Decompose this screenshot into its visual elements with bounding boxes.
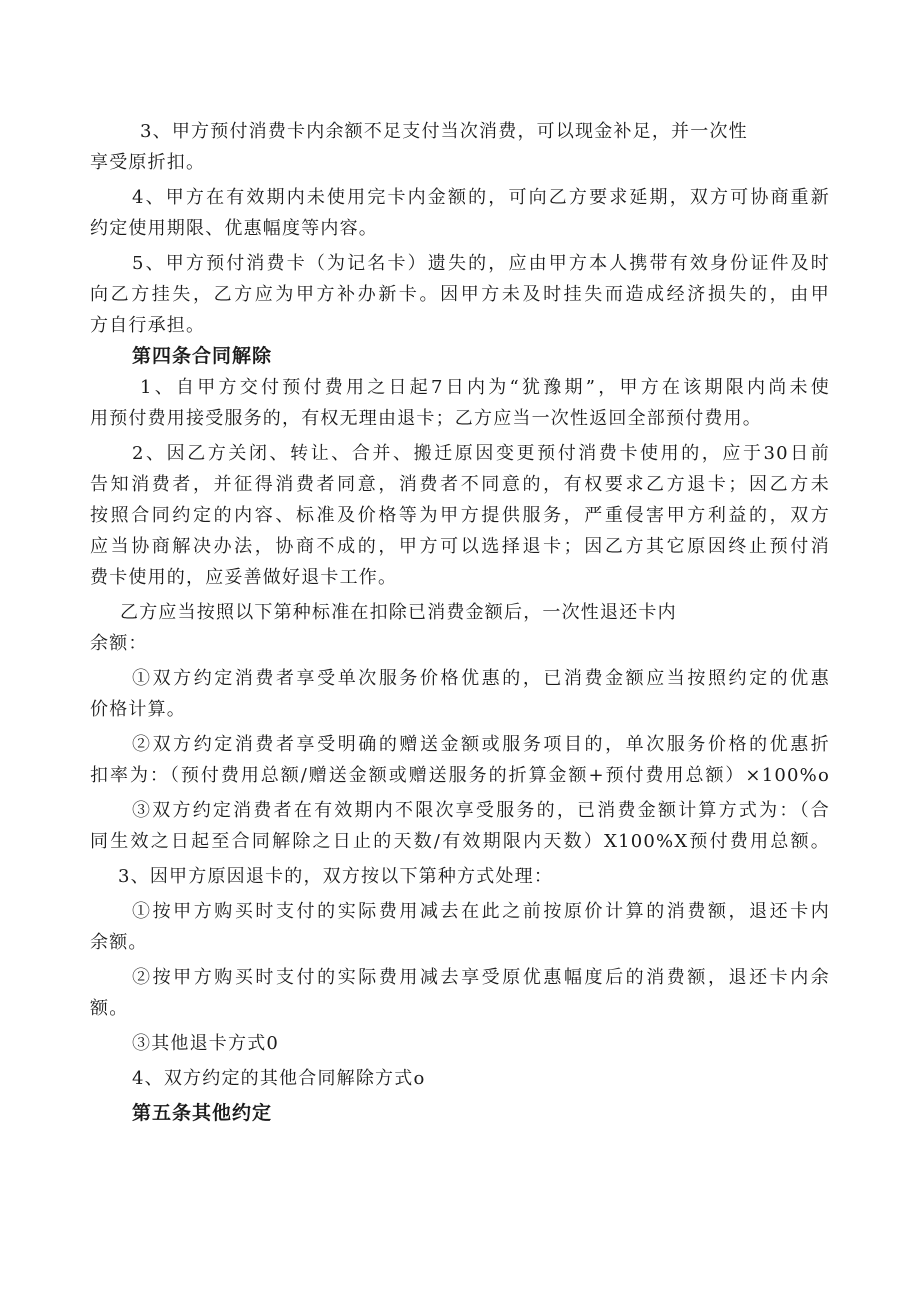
paragraph-opt2-line1: ②按甲方购买时支付的实际费用减去享受原优惠幅度后的消费额，退还卡内余 xyxy=(132,967,830,988)
paragraph-a4-item2-line1: 2、因乙方关闭、转让、合并、搬迁原因变更预付消费卡使用的，应于30日前 xyxy=(132,443,830,464)
article4-heading: 第四条合同解除 xyxy=(132,345,273,367)
paragraph-rule1-line2: 价格计算。 xyxy=(90,699,186,720)
paragraph-a4-item2-line2: 告知消费者，并征得消费者同意，消费者不同意的，有权要求乙方退卡；因乙方未 xyxy=(90,474,830,495)
paragraph-item5-line1: 5、甲方预付消费卡（为记名卡）遗失的，应由甲方本人携带有效身份证件及时 xyxy=(132,253,830,274)
paragraph-rule3-line2: 同生效之日起至合同解除之日止的天数/有效期限内天数）X100%X预付费用总额。 xyxy=(90,831,830,852)
paragraph-refund-rule-line1: 乙方应当按照以下第种标准在扣除已消费金额后，一次性退还卡内 xyxy=(120,602,677,623)
paragraph-item4-line1: 4、甲方在有效期内未使用完卡内金额的，可向乙方要求延期，双方可协商重新 xyxy=(132,187,830,208)
paragraph-rule2-line2: 扣率为：（预付费用总额/赠送金额或赠送服务的折算金额+预付费用总额）×100%o xyxy=(90,765,830,786)
paragraph-a4-item1-line2: 用预付费用接受服务的，有权无理由退卡；乙方应当一次性返回全部预付费用。 xyxy=(90,408,762,429)
paragraph-item4-line2: 约定使用期限、优惠幅度等内容。 xyxy=(90,218,378,239)
paragraph-rule2-line1: ②双方约定消费者享受明确的赠送金额或服务项目的，单次服务价格的优惠折 xyxy=(132,734,830,755)
paragraph-a4-item2-line3: 按照合同约定的内容、标准及价格等为甲方提供服务，严重侵害甲方利益的，双方 xyxy=(90,505,830,526)
article5-heading: 第五条其他约定 xyxy=(132,1102,273,1124)
paragraph-a4-item4: 4、双方约定的其他合同解除方式o xyxy=(132,1068,426,1089)
paragraph-a4-item1-line1: 1、自甲方交付预付费用之日起7日内为“犹豫期”，甲方在该期限内尚未使 xyxy=(140,377,830,398)
paragraph-opt2-line2: 额。 xyxy=(90,998,129,1019)
paragraph-rule1-line1: ①双方约定消费者享受单次服务价格优惠的，已消费金额应当按照约定的优惠 xyxy=(132,668,830,689)
paragraph-a4-item2-line5: 费卡使用的，应妥善做好退卡工作。 xyxy=(90,567,398,588)
paragraph-opt1-line2: 余额。 xyxy=(90,932,148,953)
paragraph-a4-item3: 3、因甲方原因退卡的，双方按以下第种方式处理： xyxy=(118,866,554,887)
paragraph-item5-line3: 方自行承担。 xyxy=(90,315,206,336)
paragraph-rule3-line1: ③双方约定消费者在有效期内不限次享受服务的，已消费金额计算方式为：（合 xyxy=(132,800,830,821)
paragraph-item3-line2: 享受原折扣。 xyxy=(90,152,206,173)
paragraph-item5-line2: 向乙方挂失，乙方应为甲方补办新卡。因甲方未及时挂失而造成经济损失的，由甲 xyxy=(90,284,830,305)
paragraph-refund-rule-line2: 余额： xyxy=(90,633,148,654)
contract-page xyxy=(90,116,830,1129)
paragraph-a4-item2-line4: 应当协商解决办法，协商不成的，甲方可以选择退卡；因乙方其它原因终止预付消 xyxy=(90,536,830,557)
paragraph-item3-line1: 3、甲方预付消费卡内余额不足支付当次消费，可以现金补足，并一次性 xyxy=(140,121,748,142)
paragraph-opt3: ③其他退卡方式0 xyxy=(132,1033,280,1054)
paragraph-opt1-line1: ①按甲方购买时支付的实际费用减去在此之前按原价计算的消费额，退还卡内 xyxy=(132,901,830,922)
